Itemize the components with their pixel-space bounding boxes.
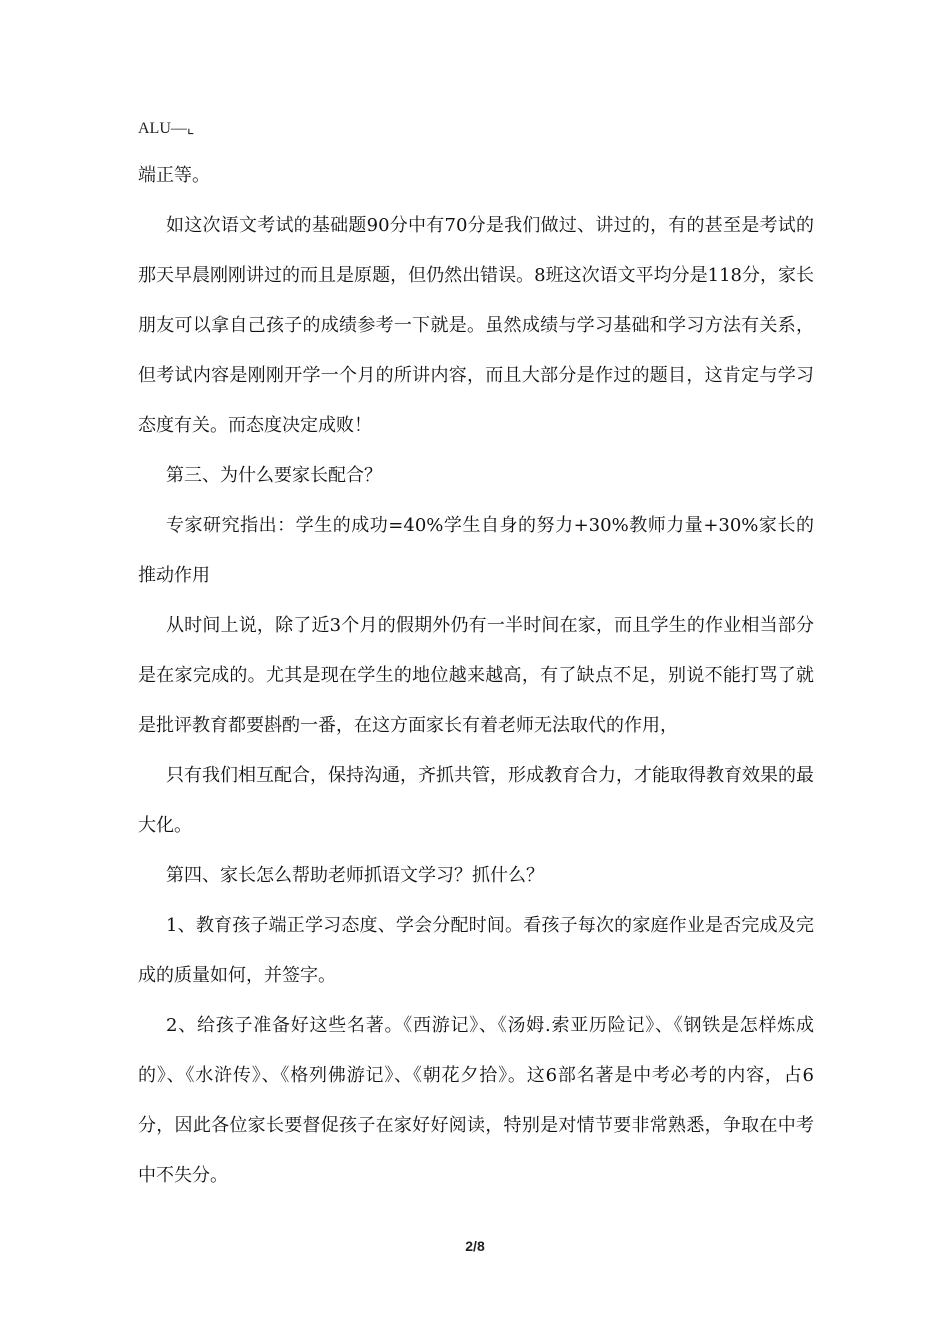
body-text xyxy=(138,151,814,1201)
section-heading: 第三、为什么要家长配合？ xyxy=(166,465,382,486)
list-item: 2、给孩子准备好这些名著。《西游记》、《汤姆.索亚历险记》、《钢铁是怎样炼成的》、《水浒传》、《格列佛游记》、《朝花夕拾》。这6部名著是中考必考的内容，占6分，因此各位家长要督促孩子在家好好阅读，特别是对情节要非常熟悉，争取在中考中不失分。 xyxy=(138,1015,814,1186)
paragraph: 端正等。 xyxy=(138,165,210,186)
page-number: 2/8 xyxy=(465,1238,485,1254)
list-item: 1、教育孩子端正学习态度、学会分配时间。看孩子每次的家庭作业是否完成及完成的质量如何，并签字。 xyxy=(138,915,814,986)
paragraph: 从时间上说，除了近3个月的假期外仍有一半时间在家，而且学生的作业相当部分是在家完成的。尤其是现在学生的地位越来越高，有了缺点不足，别说不能打骂了就是批评教育都要斟酌一番，在这方面家长有着老师无法取代的作用， xyxy=(138,615,814,736)
section-heading: 第四、家长怎么帮助老师抓语文学习？抓什么？ xyxy=(166,865,544,886)
paragraph: 如这次语文考试的基础题90分中有70分是我们做过、讲过的，有的甚至是考试的那天早晨刚刚讲过的而且是原题，但仍然出错误。8班这次语文平均分是118分，家长朋友可以拿自己孩子的成绩参考一下就是。虽然成绩与学习基础和学习方法有关系，但考试内容是刚刚开学一个月的所讲内容，而且大部分是作过的题目，这肯定与学习态度有关。而态度决定成败！ xyxy=(138,215,814,436)
page-header: ALU—⌞ xyxy=(138,120,195,137)
paragraph: 只有我们相互配合，保持沟通，齐抓共管，形成教育合力，才能取得教育效果的最大化。 xyxy=(138,765,814,836)
paragraph: 专家研究指出：学生的成功=40%学生自身的努力+30%教师力量+30%家长的推动作用 xyxy=(138,515,814,586)
